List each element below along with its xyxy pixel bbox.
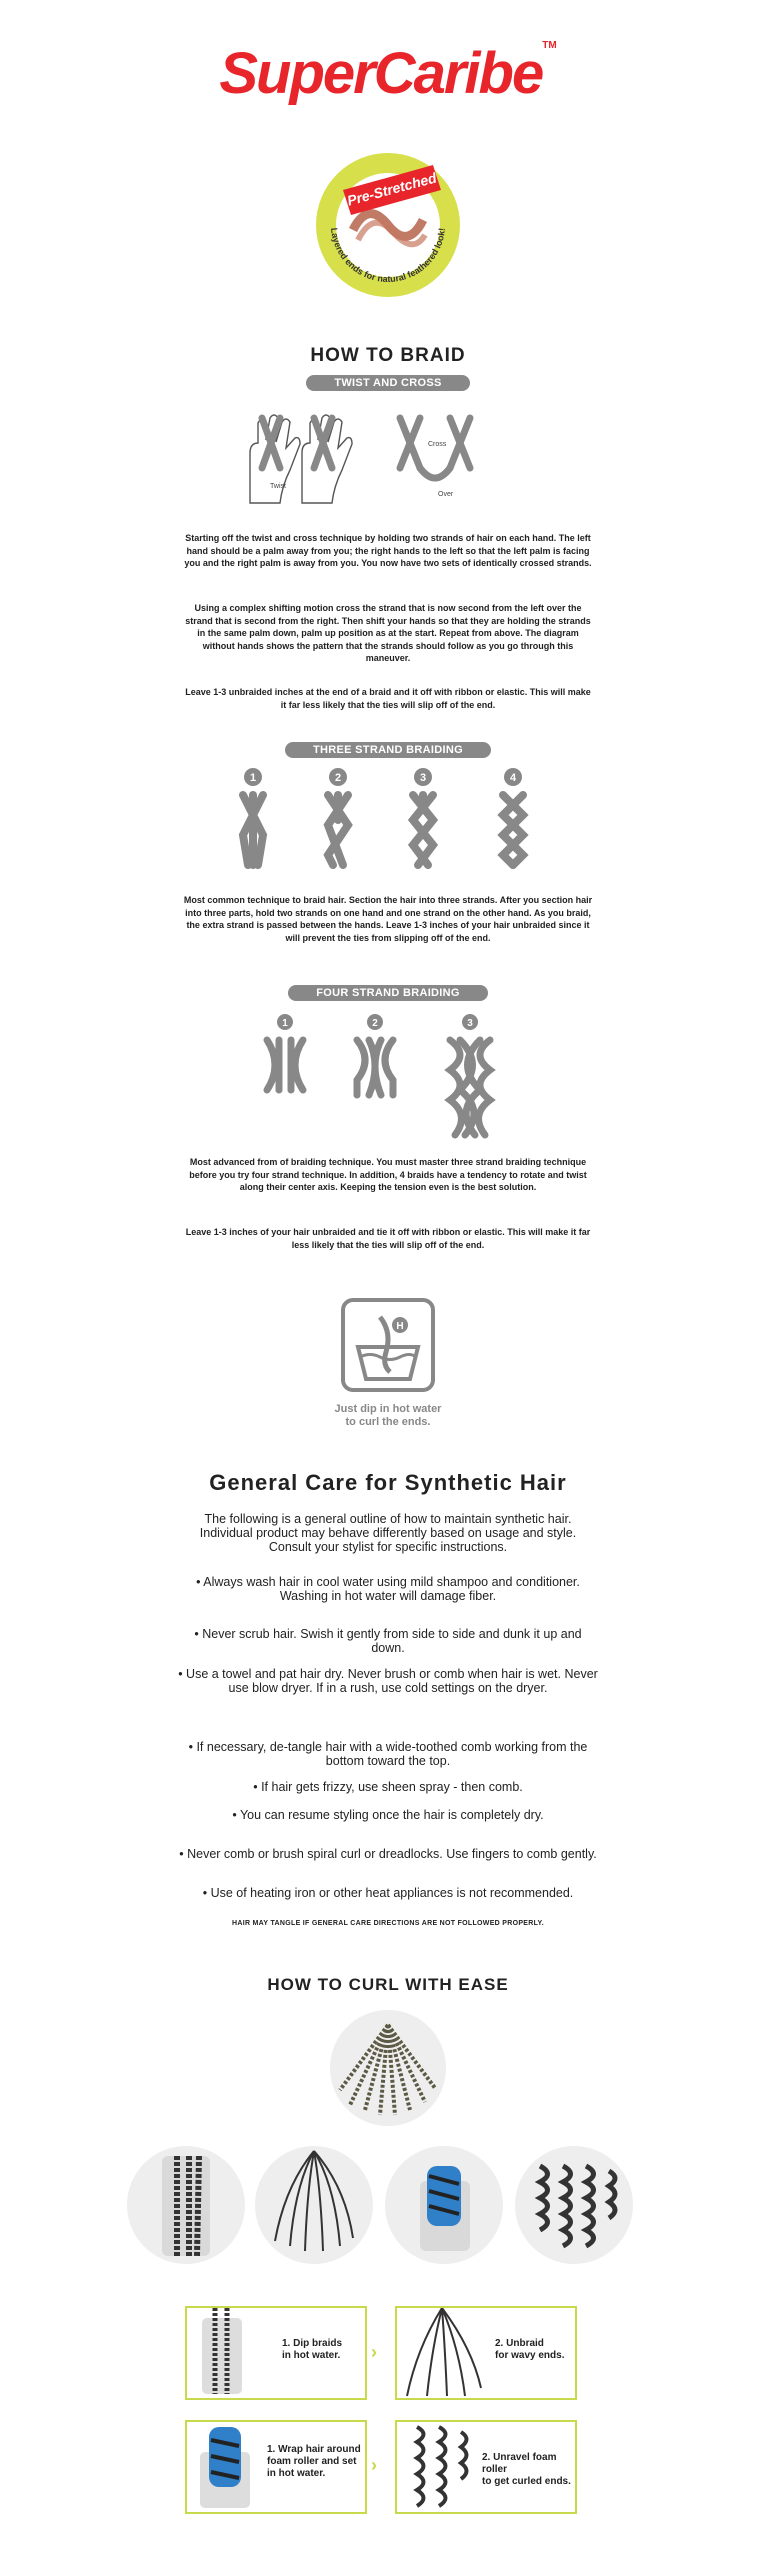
- svg-text:1: 1: [282, 1018, 288, 1029]
- hot-water-icon: [340, 1297, 436, 1393]
- svg-text:1: 1: [249, 772, 257, 784]
- four-strand-label: FOUR STRAND BRAIDING: [0, 983, 776, 1001]
- care-bullet: • If hair gets frizzy, use sheen spray - then comb.: [253, 1780, 523, 1794]
- twist-cross-label: TWIST AND CROSS: [0, 373, 776, 391]
- svg-text:H: H: [396, 1321, 404, 1332]
- three-strand-diagram: [228, 765, 548, 875]
- svg-text:Over: Over: [438, 491, 454, 498]
- care-bullet: • Never comb or brush spiral curl or dreadlocks. Use fingers to comb gently.: [179, 1847, 597, 1861]
- svg-text:2: 2: [334, 772, 342, 784]
- dip-jar-photo: [127, 2146, 245, 2264]
- care-warning: HAIR MAY TANGLE IF GENERAL CARE DIRECTIONS ARE NOT FOLLOWED PROPERLY.: [232, 1920, 544, 1927]
- care-bullet: • You can resume styling once the hair is completely dry.: [232, 1808, 544, 1822]
- care-bullet: • Always wash hair in cool water using mild shampoo and conditioner. Washing in hot water will damage fiber.: [196, 1575, 580, 1603]
- twist-cross-paragraph-3: Leave 1-3 unbraided inches at the end of a braid and it off with ribbon or elastic. This will make it far less likely that the ties will slip off of the end.: [185, 687, 591, 710]
- twist-cross-paragraph-1: Starting off the twist and cross technique by holding two strands of hair on each hand. The left hand should be a palm away from you; the right hands to the left so that the left palm is facing you and the right palm is away from you. You now have two sets of identically crossed strands.: [184, 533, 592, 568]
- curl-step-unravel: 2. Unravel foam roller to get curled ends.: [395, 2420, 577, 2514]
- wavy-hair-photo: [255, 2146, 373, 2264]
- general-care-intro: The following is a general outline of how to maintain synthetic hair. Individual product may behave differently based on usage and style. Consult your stylist for specific instructions.: [199, 1512, 577, 1554]
- care-bullet: • Never scrub hair. Swish it gently from side to side and dunk it up and down.: [194, 1627, 582, 1655]
- foam-roller-photo: [385, 2146, 503, 2264]
- svg-text:3: 3: [467, 1018, 473, 1029]
- brand-logo: SuperCaribe™: [219, 40, 557, 106]
- four-strand-paragraph-2: Leave 1-3 inches of your hair unbraided and tie it off with ribbon or elastic. This will make it far less likely that the ties will slip off of the end.: [185, 1227, 591, 1250]
- pre-stretched-badge: [313, 150, 463, 300]
- svg-text:Twist: Twist: [270, 483, 286, 490]
- svg-text:2: 2: [372, 1018, 378, 1029]
- curl-title: HOW TO CURL WITH EASE: [267, 1975, 509, 1994]
- four-strand-diagram: [255, 1010, 525, 1140]
- care-bullet: • Use a towel and pat hair dry. Never brush or comb when hair is wet. Never use blow dryer. If in a rush, use cold settings on the dryer.: [178, 1667, 598, 1695]
- curl-step-unbraid: 2. Unbraid for wavy ends.: [395, 2306, 577, 2400]
- hot-water-caption: Just dip in hot water to curl the ends.: [334, 1403, 442, 1428]
- svg-text:Cross: Cross: [428, 441, 447, 448]
- braids-photo: [330, 2010, 446, 2126]
- badge-label: Pre-Stretched: [345, 169, 439, 209]
- care-bullet: • Use of heating iron or other heat appliances is not recommended.: [202, 1886, 574, 1900]
- curled-hair-photo: [515, 2146, 633, 2264]
- twist-cross-diagram: [240, 408, 540, 508]
- care-bullet: • If necessary, de-tangle hair with a wide-toothed comb working from the bottom toward the top.: [188, 1740, 588, 1768]
- twist-cross-paragraph-2: Using a complex shifting motion cross the strand that is now second from the left over the strand that is second from the right. Then shift your hands so that they are holding the strands in the same palm down, palm up position as at the start. Repeat from above. The diagram without hands shows the pattern that the strands should follow as you go through this maneuver.: [185, 603, 591, 663]
- chevron-right-icon: ›: [371, 2455, 377, 2475]
- how-to-braid-title: HOW TO BRAID: [310, 345, 466, 366]
- three-strand-paragraph: Most common technique to braid hair. Section the hair into three strands. After you section hair into three parts, hold two strands on one hand and one strand on the other hand. As you braid, the extra strand is passed between the hands. Leave 1-3 inches of your hair unbraided since it will prevent the ties from slipping off of the end.: [183, 895, 593, 943]
- four-strand-paragraph-1: Most advanced from of braiding technique. You must master three strand braiding technique before you try four strand technique. In addition, 4 braids have a tendency to rotate and twist along their center axis. Keeping the tension even is the best solution.: [189, 1157, 587, 1192]
- curl-step-dip: 1. Dip braids in hot water.: [185, 2306, 367, 2400]
- svg-text:4: 4: [509, 772, 517, 784]
- general-care-title: General Care for Synthetic Hair: [209, 1470, 567, 1495]
- svg-text:3: 3: [419, 772, 427, 784]
- chevron-right-icon: ›: [371, 2342, 377, 2362]
- badge-arc-text: Layered ends for natural feathered look!: [329, 227, 447, 285]
- three-strand-label: THREE STRAND BRAIDING: [0, 740, 776, 758]
- curl-step-wrap: 1. Wrap hair around foam roller and set in hot water.: [185, 2420, 367, 2514]
